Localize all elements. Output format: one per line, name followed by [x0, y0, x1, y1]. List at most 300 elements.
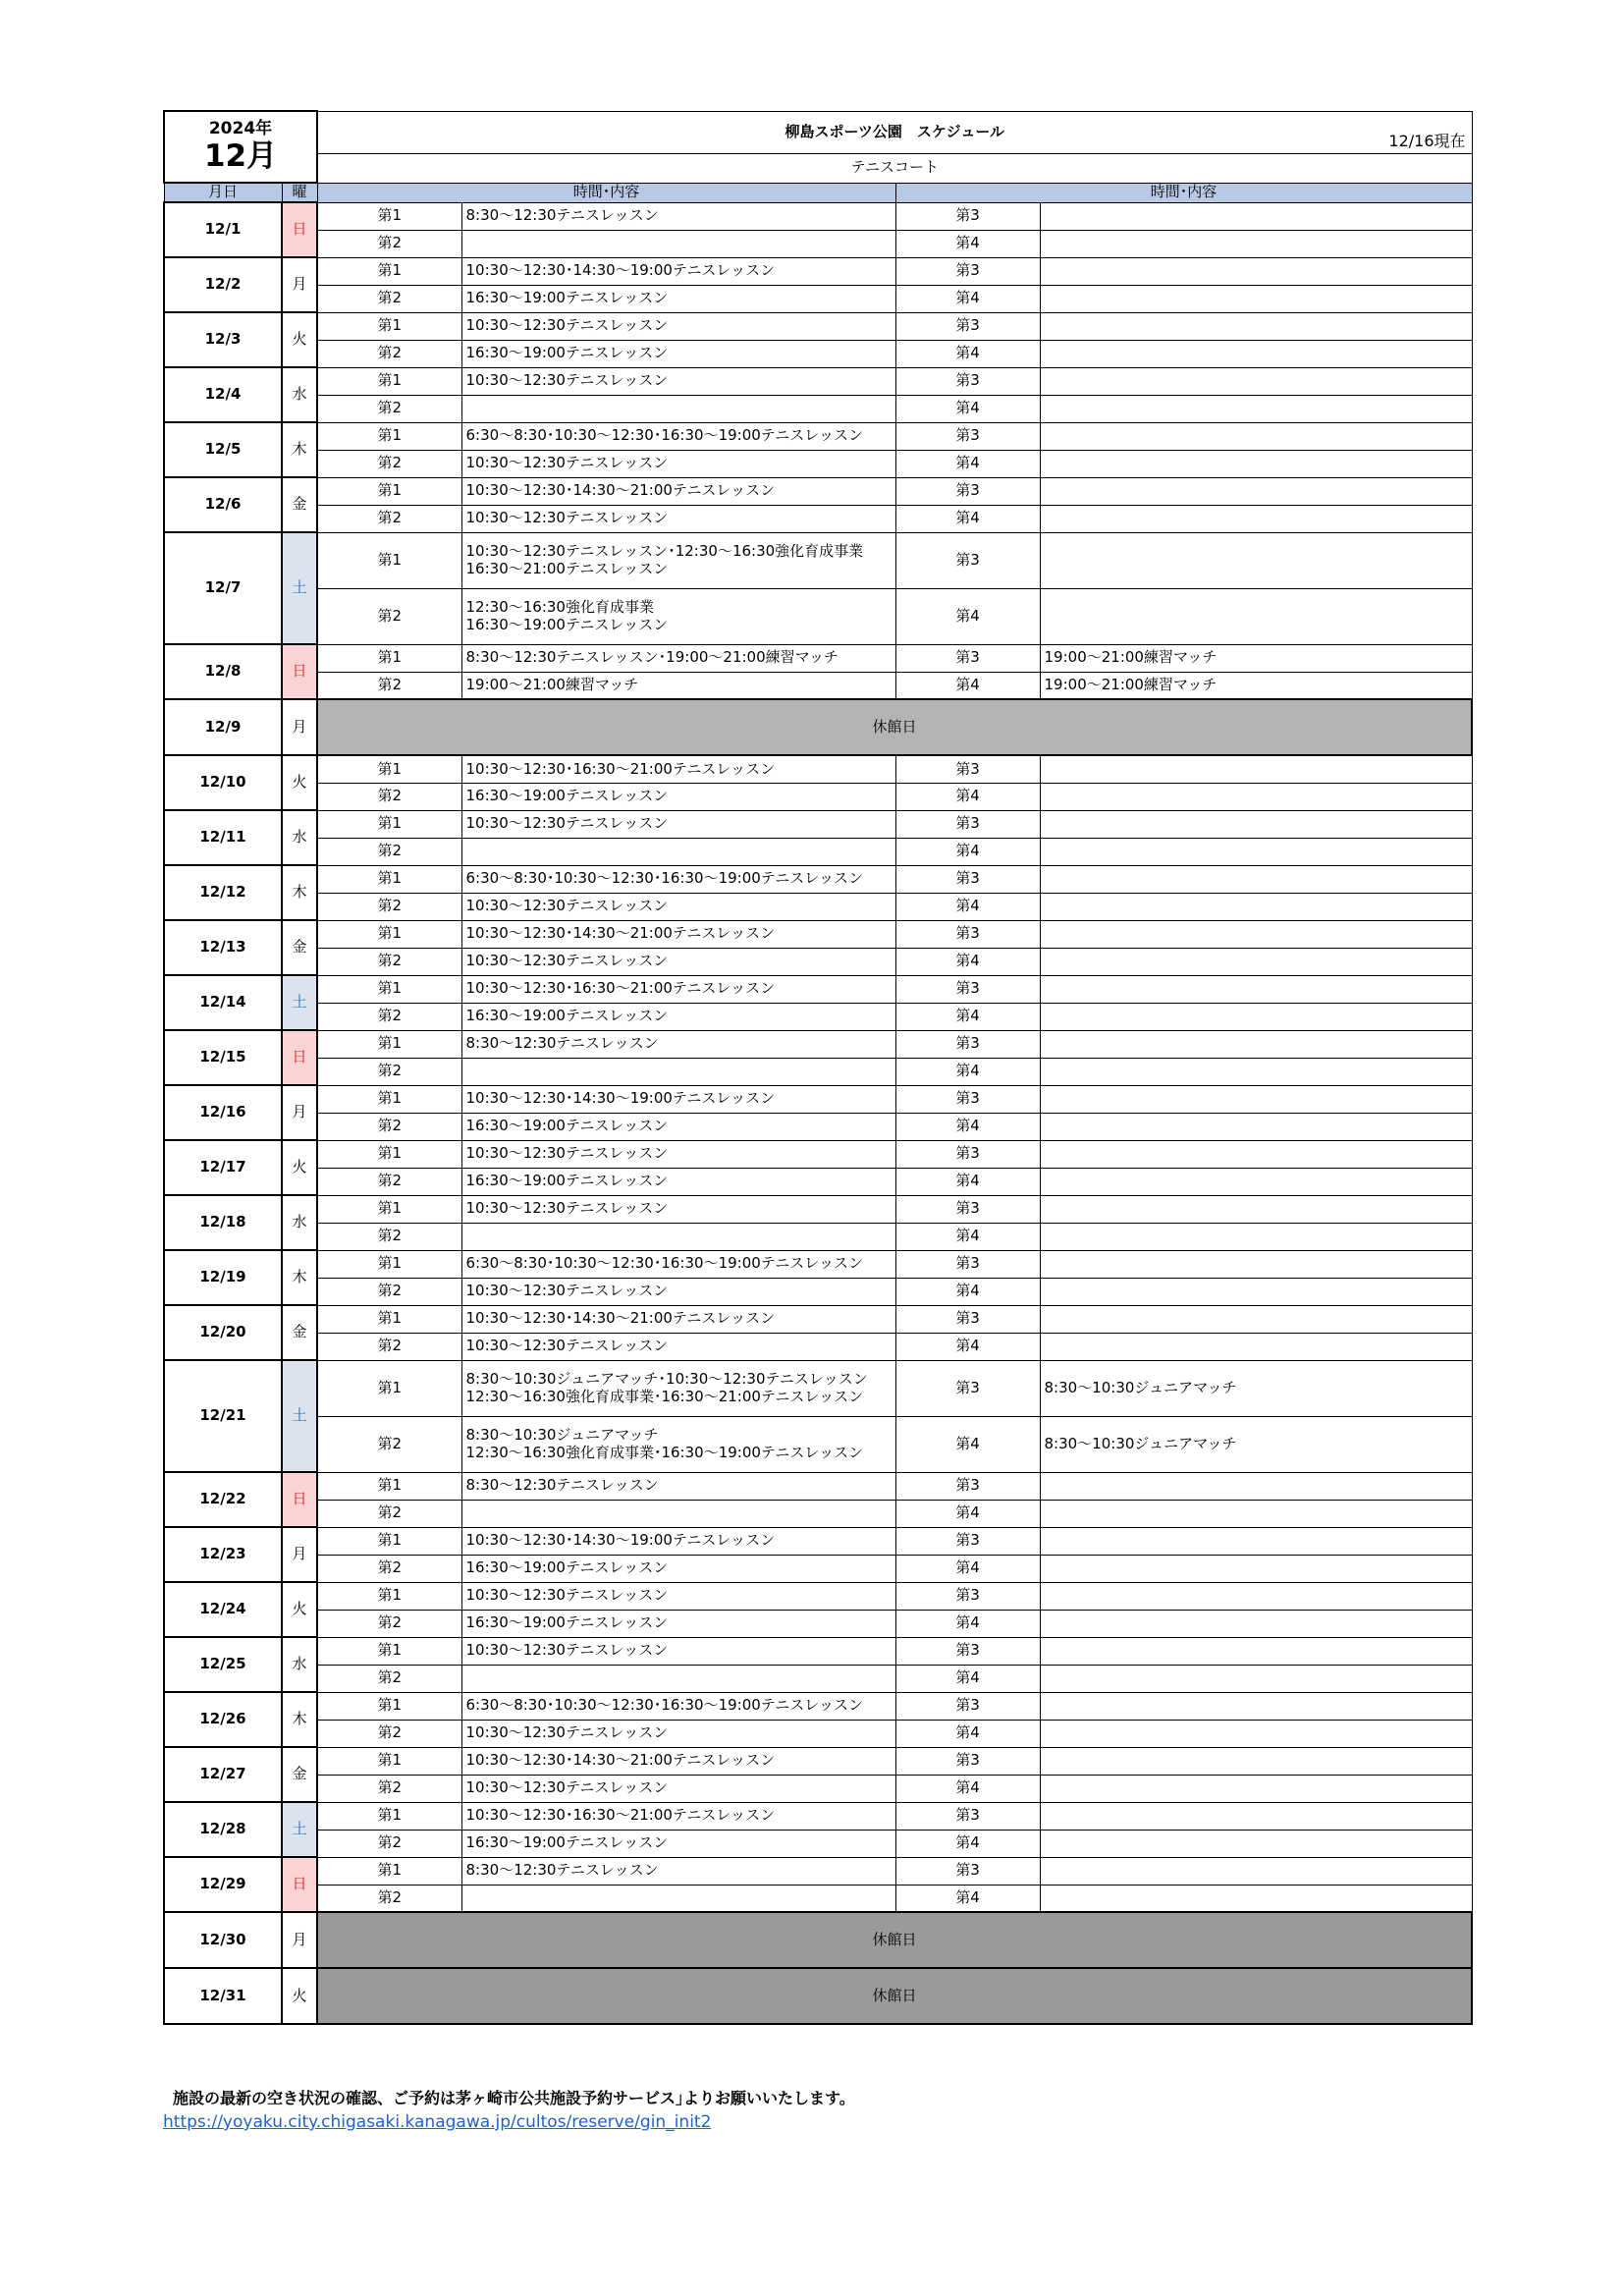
- day-row: [164, 1168, 1472, 1195]
- date-cell: 12/31: [164, 1968, 282, 2024]
- day-row: [164, 1030, 1472, 1058]
- court-schedule-cell: 10:30～12:30テニスレッスン: [461, 505, 895, 532]
- court-schedule-cell: 8:30～10:30ジュニアマッチ: [1040, 1416, 1472, 1472]
- court-label: 第3: [895, 1692, 1040, 1720]
- court-label: 第2: [317, 395, 461, 422]
- court-schedule-cell: [1040, 865, 1472, 893]
- day-row: [164, 810, 1472, 838]
- court-schedule-cell: [461, 1665, 895, 1692]
- day-row: [164, 1692, 1472, 1720]
- day-row: [164, 1278, 1472, 1305]
- court-label: 第2: [317, 505, 461, 532]
- court-schedule-cell: [1040, 1305, 1472, 1333]
- court-label: 第4: [895, 1278, 1040, 1305]
- schedule-title: [317, 111, 1472, 153]
- court-label: 第2: [317, 1168, 461, 1195]
- court-label: 第2: [317, 838, 461, 865]
- court-label: 第2: [317, 1500, 461, 1527]
- court-schedule-cell: [1040, 230, 1472, 257]
- court-schedule-cell: [1040, 1582, 1472, 1610]
- weekday-cell: 土: [282, 975, 317, 1030]
- day-row: [164, 1830, 1472, 1857]
- court-schedule-cell: [1040, 1113, 1472, 1140]
- court-schedule-cell: [1040, 783, 1472, 810]
- schedule-body: [164, 202, 1472, 2024]
- court-schedule-cell: 10:30～12:30･14:30～19:00テニスレッスン: [461, 257, 895, 285]
- day-row: [164, 1250, 1472, 1278]
- date-cell: 12/15: [164, 1030, 282, 1085]
- day-row: [164, 1747, 1472, 1775]
- date-cell: 12/13: [164, 920, 282, 975]
- court-schedule-cell: [1040, 1830, 1472, 1857]
- court-label: 第1: [317, 1085, 461, 1113]
- date-cell: 12/3: [164, 312, 282, 367]
- day-row: [164, 230, 1472, 257]
- court-schedule-cell: 16:30～19:00テニスレッスン: [461, 1555, 895, 1582]
- court-schedule-cell: [461, 230, 895, 257]
- court-label: 第3: [895, 1195, 1040, 1223]
- day-row: [164, 1195, 1472, 1223]
- date-cell: 12/7: [164, 532, 282, 644]
- court-label: 第4: [895, 1665, 1040, 1692]
- court-label: 第3: [895, 1305, 1040, 1333]
- court-schedule-cell: [461, 1885, 895, 1912]
- col-header-date: 月日: [164, 183, 282, 202]
- court-label: 第1: [317, 975, 461, 1003]
- date-cell: 12/27: [164, 1747, 282, 1802]
- court-schedule-cell: [1040, 1223, 1472, 1250]
- court-schedule-cell: [461, 1223, 895, 1250]
- day-row: [164, 285, 1472, 312]
- court-schedule-cell: [1040, 1637, 1472, 1665]
- court-schedule-cell: 16:30～19:00テニスレッスン: [461, 1610, 895, 1637]
- court-schedule-cell: [1040, 395, 1472, 422]
- court-label: 第3: [895, 1030, 1040, 1058]
- day-row: [164, 1305, 1472, 1333]
- court-label: 第1: [317, 1802, 461, 1830]
- court-label: 第3: [895, 532, 1040, 588]
- court-schedule-cell: [1040, 948, 1472, 975]
- court-schedule-cell: 10:30～12:30テニスレッスン: [461, 1140, 895, 1168]
- court-label: 第1: [317, 422, 461, 450]
- court-schedule-cell: [1040, 1333, 1472, 1360]
- court-label: 第2: [317, 1278, 461, 1305]
- court-label: 第4: [895, 450, 1040, 477]
- weekday-cell: 金: [282, 920, 317, 975]
- day-row: [164, 588, 1472, 644]
- day-row: [164, 1610, 1472, 1637]
- court-label: 第2: [317, 1416, 461, 1472]
- day-row: [164, 1582, 1472, 1610]
- court-label: 第1: [317, 1305, 461, 1333]
- court-label: 第3: [895, 755, 1040, 783]
- court-label: 第4: [895, 1416, 1040, 1472]
- court-schedule-cell: [1040, 1610, 1472, 1637]
- day-row: [164, 257, 1472, 285]
- court-label: 第2: [317, 1885, 461, 1912]
- day-row: [164, 1333, 1472, 1360]
- court-label: 第3: [895, 1857, 1040, 1885]
- weekday-cell: 月: [282, 257, 317, 312]
- court-schedule-cell: [1040, 1472, 1472, 1500]
- court-schedule-cell: 10:30～12:30･14:30～21:00テニスレッスン: [461, 1747, 895, 1775]
- court-label: 第3: [895, 1085, 1040, 1113]
- date-cell: 12/23: [164, 1527, 282, 1582]
- court-schedule-cell: 19:00～21:00練習マッチ: [1040, 644, 1472, 672]
- court-label: 第2: [317, 1720, 461, 1747]
- court-label: 第4: [895, 1555, 1040, 1582]
- date-cell: 12/29: [164, 1857, 282, 1912]
- court-label: 第3: [895, 644, 1040, 672]
- closed-day-cell: 休館日: [317, 699, 1472, 755]
- weekday-cell: 土: [282, 1802, 317, 1857]
- court-schedule-cell: [1040, 1195, 1472, 1223]
- weekday-cell: 火: [282, 1582, 317, 1637]
- court-label: 第2: [317, 588, 461, 644]
- court-label: 第4: [895, 672, 1040, 699]
- court-label: 第4: [895, 838, 1040, 865]
- court-schedule-cell: 16:30～19:00テニスレッスン: [461, 1003, 895, 1030]
- court-label: 第3: [895, 865, 1040, 893]
- court-schedule-cell: 8:30～10:30ジュニアマッチ･10:30～12:30テニスレッスン 12:30～16:30強化育成事業･16:30～21:00テニスレッスン: [461, 1360, 895, 1416]
- weekday-cell: 木: [282, 1692, 317, 1747]
- court-label: 第2: [317, 230, 461, 257]
- day-row: [164, 1665, 1472, 1692]
- court-label: 第1: [317, 644, 461, 672]
- court-schedule-cell: 16:30～19:00テニスレッスン: [461, 285, 895, 312]
- court-schedule-cell: 10:30～12:30･16:30～21:00テニスレッスン: [461, 1802, 895, 1830]
- weekday-cell: 水: [282, 1195, 317, 1250]
- court-schedule-cell: [1040, 1775, 1472, 1802]
- weekday-cell: 金: [282, 1305, 317, 1360]
- date-cell: 12/8: [164, 644, 282, 699]
- court-schedule-cell: [1040, 1747, 1472, 1775]
- court-schedule-cell: 10:30～12:30テニスレッスン: [461, 312, 895, 340]
- court-schedule-cell: 10:30～12:30･14:30～21:00テニスレッスン: [461, 477, 895, 505]
- court-label: 第4: [895, 1003, 1040, 1030]
- date-cell: 12/9: [164, 699, 282, 755]
- date-cell: 12/20: [164, 1305, 282, 1360]
- weekday-cell: 日: [282, 644, 317, 699]
- day-row: [164, 1003, 1472, 1030]
- court-label: 第1: [317, 810, 461, 838]
- day-row: [164, 1802, 1472, 1830]
- date-cell: 12/18: [164, 1195, 282, 1250]
- day-row: [164, 644, 1472, 672]
- court-schedule-cell: 8:30～10:30ジュニアマッチ 12:30～16:30強化育成事業･16:30～19:00テニスレッスン: [461, 1416, 895, 1472]
- day-row: [164, 948, 1472, 975]
- court-schedule-cell: 10:30～12:30テニスレッスン: [461, 1582, 895, 1610]
- court-schedule-cell: [1040, 422, 1472, 450]
- weekday-cell: 火: [282, 312, 317, 367]
- day-row: [164, 1058, 1472, 1085]
- court-schedule-cell: [461, 838, 895, 865]
- weekday-cell: 水: [282, 1637, 317, 1692]
- weekday-cell: 日: [282, 1030, 317, 1085]
- court-schedule-cell: [1040, 1030, 1472, 1058]
- page-title: 柳島スポーツ公園 スケジュール: [784, 122, 1005, 140]
- date-cell: 12/16: [164, 1085, 282, 1140]
- court-schedule-cell: 6:30～8:30･10:30～12:30･16:30～19:00テニスレッスン: [461, 422, 895, 450]
- court-label: 第2: [317, 893, 461, 920]
- court-schedule-cell: [1040, 1500, 1472, 1527]
- day-row: [164, 920, 1472, 948]
- court-label: 第1: [317, 312, 461, 340]
- court-label: 第4: [895, 1500, 1040, 1527]
- court-schedule-cell: 16:30～19:00テニスレッスン: [461, 1168, 895, 1195]
- court-schedule-cell: [1040, 1665, 1472, 1692]
- court-schedule-cell: 10:30～12:30テニスレッスン: [461, 367, 895, 395]
- weekday-cell: 火: [282, 1968, 317, 2024]
- col-header-content-left: 時間･内容: [317, 183, 895, 202]
- court-label: 第3: [895, 1360, 1040, 1416]
- court-label: 第3: [895, 975, 1040, 1003]
- day-row: [164, 783, 1472, 810]
- weekday-cell: 月: [282, 1085, 317, 1140]
- date-cell: 12/19: [164, 1250, 282, 1305]
- day-row: [164, 1527, 1472, 1555]
- court-label: 第2: [317, 1555, 461, 1582]
- court-schedule-cell: 10:30～12:30テニスレッスン: [461, 810, 895, 838]
- day-row: [164, 755, 1472, 783]
- weekday-cell: 金: [282, 1747, 317, 1802]
- date-cell: 12/24: [164, 1582, 282, 1637]
- day-row: [164, 1416, 1472, 1472]
- weekday-cell: 日: [282, 1857, 317, 1912]
- court-label: 第4: [895, 1610, 1040, 1637]
- court-schedule-cell: [1040, 1168, 1472, 1195]
- year-label: 2024年: [208, 119, 273, 138]
- court-label: 第4: [895, 893, 1040, 920]
- court-label: 第1: [317, 755, 461, 783]
- court-schedule-cell: 12:30～16:30強化育成事業 16:30～19:00テニスレッスン: [461, 588, 895, 644]
- court-schedule-cell: [1040, 810, 1472, 838]
- court-schedule-cell: [1040, 1250, 1472, 1278]
- date-cell: 12/26: [164, 1692, 282, 1747]
- court-label: 第3: [895, 1637, 1040, 1665]
- court-schedule-cell: [1040, 1003, 1472, 1030]
- court-schedule-cell: 8:30～12:30テニスレッスン･19:00～21:00練習マッチ: [461, 644, 895, 672]
- court-label: 第2: [317, 1665, 461, 1692]
- reservation-notice: 施設の最新の空き状況の確認、ご予約は茅ヶ崎市公共施設予約サービス｣よりお願いいたします。: [173, 2089, 855, 2107]
- court-label: 第4: [895, 948, 1040, 975]
- court-schedule-cell: [1040, 202, 1472, 230]
- court-schedule-cell: 6:30～8:30･10:30～12:30･16:30～19:00テニスレッスン: [461, 1692, 895, 1720]
- day-row: [164, 865, 1472, 893]
- day-row: [164, 1113, 1472, 1140]
- court-schedule-cell: [1040, 975, 1472, 1003]
- court-schedule-cell: 10:30～12:30テニスレッスン: [461, 1775, 895, 1802]
- day-row: [164, 505, 1472, 532]
- court-label: 第2: [317, 783, 461, 810]
- court-label: 第4: [895, 285, 1040, 312]
- court-schedule-cell: [461, 1500, 895, 1527]
- court-label: 第1: [317, 1857, 461, 1885]
- court-schedule-cell: 10:30～12:30テニスレッスン: [461, 450, 895, 477]
- day-row: [164, 1775, 1472, 1802]
- court-label: 第4: [895, 1885, 1040, 1912]
- court-label: 第1: [317, 1472, 461, 1500]
- court-label: 第4: [895, 1058, 1040, 1085]
- day-row: [164, 699, 1472, 755]
- court-schedule-cell: [1040, 1058, 1472, 1085]
- court-label: 第4: [895, 230, 1040, 257]
- court-schedule-cell: 10:30～12:30テニスレッスン･12:30～16:30強化育成事業 16:30～21:00テニスレッスン: [461, 532, 895, 588]
- court-schedule-cell: [1040, 755, 1472, 783]
- facility-name: テニスコート: [317, 153, 1472, 183]
- court-label: 第4: [895, 340, 1040, 367]
- court-schedule-cell: [461, 395, 895, 422]
- weekday-cell: 月: [282, 1912, 317, 1968]
- court-schedule-cell: [1040, 1885, 1472, 1912]
- day-row: [164, 1140, 1472, 1168]
- court-schedule-cell: 10:30～12:30･14:30～21:00テニスレッスン: [461, 1305, 895, 1333]
- court-label: 第1: [317, 1637, 461, 1665]
- court-label: 第4: [895, 1830, 1040, 1857]
- court-label: 第1: [317, 1747, 461, 1775]
- court-label: 第4: [895, 1223, 1040, 1250]
- court-label: 第2: [317, 340, 461, 367]
- court-schedule-cell: 10:30～12:30テニスレッスン: [461, 1637, 895, 1665]
- day-row: [164, 1555, 1472, 1582]
- court-schedule-cell: [1040, 505, 1472, 532]
- court-label: 第1: [317, 1582, 461, 1610]
- court-label: 第4: [895, 1720, 1040, 1747]
- date-cell: 12/11: [164, 810, 282, 865]
- weekday-cell: 金: [282, 477, 317, 532]
- court-schedule-cell: [1040, 588, 1472, 644]
- day-row: [164, 367, 1472, 395]
- court-label: 第3: [895, 257, 1040, 285]
- schedule-table: [163, 110, 1473, 2025]
- court-label: 第2: [317, 1775, 461, 1802]
- court-label: 第3: [895, 1747, 1040, 1775]
- court-label: 第4: [895, 1168, 1040, 1195]
- court-label: 第1: [317, 532, 461, 588]
- court-schedule-cell: [1040, 1720, 1472, 1747]
- court-label: 第2: [317, 285, 461, 312]
- court-schedule-cell: 8:30～12:30テニスレッスン: [461, 1030, 895, 1058]
- day-row: [164, 340, 1472, 367]
- day-row: [164, 1472, 1472, 1500]
- closed-day-cell: 休館日: [317, 1912, 1472, 1968]
- day-row: [164, 1720, 1472, 1747]
- court-schedule-cell: 10:30～12:30テニスレッスン: [461, 893, 895, 920]
- day-row: [164, 532, 1472, 588]
- court-schedule-cell: [1040, 1802, 1472, 1830]
- court-schedule-cell: 6:30～8:30･10:30～12:30･16:30～19:00テニスレッスン: [461, 1250, 895, 1278]
- weekday-cell: 火: [282, 1140, 317, 1195]
- court-label: 第1: [317, 920, 461, 948]
- day-row: [164, 312, 1472, 340]
- weekday-cell: 木: [282, 422, 317, 477]
- court-label: 第3: [895, 1582, 1040, 1610]
- court-label: 第1: [317, 1195, 461, 1223]
- court-label: 第1: [317, 1250, 461, 1278]
- court-label: 第4: [895, 1775, 1040, 1802]
- court-label: 第2: [317, 450, 461, 477]
- court-label: 第3: [895, 920, 1040, 948]
- court-schedule-cell: 10:30～12:30･14:30～19:00テニスレッスン: [461, 1085, 895, 1113]
- court-schedule-cell: 10:30～12:30テニスレッスン: [461, 948, 895, 975]
- weekday-cell: 火: [282, 755, 317, 810]
- court-label: 第1: [317, 367, 461, 395]
- date-cell: 12/5: [164, 422, 282, 477]
- court-label: 第4: [895, 588, 1040, 644]
- reservation-link[interactable]: https://yoyaku.city.chigasaki.kanagawa.jp/cultos/reserve/gin_init2: [163, 2112, 712, 2132]
- court-label: 第2: [317, 1830, 461, 1857]
- court-schedule-cell: 10:30～12:30テニスレッスン: [461, 1278, 895, 1305]
- weekday-cell: 月: [282, 699, 317, 755]
- court-schedule-cell: [1040, 450, 1472, 477]
- day-row: [164, 450, 1472, 477]
- court-label: 第2: [317, 1223, 461, 1250]
- weekday-cell: 木: [282, 865, 317, 920]
- court-schedule-cell: 16:30～19:00テニスレッスン: [461, 340, 895, 367]
- court-label: 第3: [895, 810, 1040, 838]
- weekday-cell: 日: [282, 202, 317, 257]
- court-schedule-cell: 10:30～12:30テニスレッスン: [461, 1195, 895, 1223]
- court-label: 第3: [895, 1250, 1040, 1278]
- court-schedule-cell: 10:30～12:30･14:30～19:00テニスレッスン: [461, 1527, 895, 1555]
- court-label: 第4: [895, 1113, 1040, 1140]
- date-cell: 12/21: [164, 1360, 282, 1472]
- court-schedule-cell: [1040, 838, 1472, 865]
- court-schedule-cell: 8:30～10:30ジュニアマッチ: [1040, 1360, 1472, 1416]
- court-label: 第1: [317, 1360, 461, 1416]
- court-label: 第4: [895, 1333, 1040, 1360]
- court-schedule-cell: 19:00～21:00練習マッチ: [461, 672, 895, 699]
- court-schedule-cell: 19:00～21:00練習マッチ: [1040, 672, 1472, 699]
- court-label: 第1: [317, 477, 461, 505]
- court-label: 第1: [317, 865, 461, 893]
- court-label: 第2: [317, 672, 461, 699]
- day-row: [164, 1360, 1472, 1416]
- court-schedule-cell: [1040, 1278, 1472, 1305]
- court-schedule-cell: [1040, 340, 1472, 367]
- weekday-cell: 木: [282, 1250, 317, 1305]
- court-label: 第4: [895, 395, 1040, 422]
- court-schedule-cell: 10:30～12:30･16:30～21:00テニスレッスン: [461, 975, 895, 1003]
- court-schedule-cell: [1040, 1857, 1472, 1885]
- court-label: 第3: [895, 1802, 1040, 1830]
- day-row: [164, 893, 1472, 920]
- court-schedule-cell: 16:30～19:00テニスレッスン: [461, 783, 895, 810]
- court-label: 第2: [317, 1058, 461, 1085]
- day-row: [164, 477, 1472, 505]
- weekday-cell: 日: [282, 1472, 317, 1527]
- date-cell: 12/25: [164, 1637, 282, 1692]
- court-schedule-cell: [1040, 920, 1472, 948]
- date-cell: 12/28: [164, 1802, 282, 1857]
- court-label: 第2: [317, 1003, 461, 1030]
- day-row: [164, 202, 1472, 230]
- court-schedule-cell: [1040, 532, 1472, 588]
- court-label: 第2: [317, 1333, 461, 1360]
- court-schedule-cell: [1040, 893, 1472, 920]
- date-cell: 12/12: [164, 865, 282, 920]
- court-label: 第2: [317, 948, 461, 975]
- day-row: [164, 1500, 1472, 1527]
- court-label: 第3: [895, 1527, 1040, 1555]
- closed-day-cell: 休館日: [317, 1968, 1472, 2024]
- court-schedule-cell: 16:30～19:00テニスレッスン: [461, 1113, 895, 1140]
- weekday-cell: 水: [282, 367, 317, 422]
- day-row: [164, 1968, 1472, 2024]
- court-schedule-cell: 10:30～12:30テニスレッスン: [461, 1720, 895, 1747]
- date-cell: 12/22: [164, 1472, 282, 1527]
- day-row: [164, 395, 1472, 422]
